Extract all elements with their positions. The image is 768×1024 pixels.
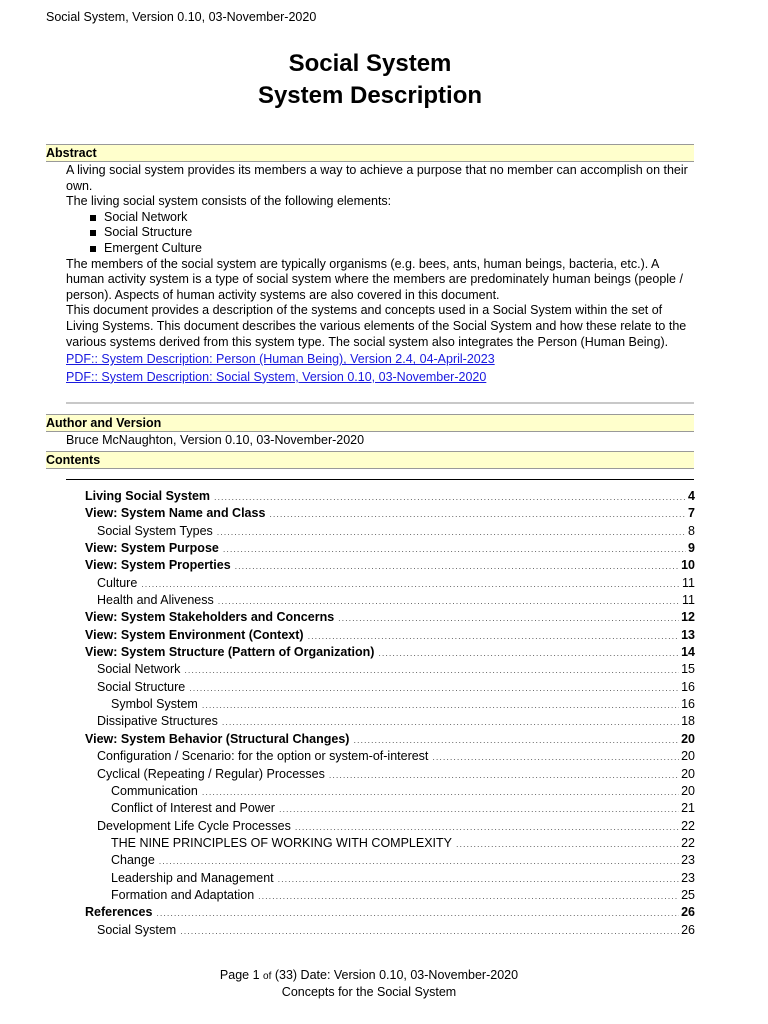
list-item: Emergent Culture	[90, 241, 696, 257]
toc-entry[interactable]: Formation and Adaptation ..... 25	[85, 888, 695, 905]
footer-page-number: Page 1	[219, 968, 260, 982]
contents-heading: Contents	[46, 451, 694, 469]
toc-entry[interactable]: View: System Properties ..... 10	[85, 558, 695, 575]
toc-entry[interactable]: THE NINE PRINCIPLES OF WORKING WITH COMPLEXITY ..... 22	[85, 836, 695, 853]
running-header: Social System, Version 0.10, 03-November-2020	[46, 10, 317, 24]
toc-entry[interactable]: Development Life Cycle Processes ..... 22	[85, 819, 695, 836]
toc-entry[interactable]: Cyclical (Repeating / Regular) Processes ..... 20	[85, 767, 695, 784]
toc-entry[interactable]: Culture ..... 11	[85, 576, 695, 593]
page-footer	[0, 968, 738, 985]
toc-entry[interactable]: Social System ..... 26	[85, 923, 695, 940]
section-divider	[66, 402, 694, 404]
toc-entry[interactable]: Health and Aliveness ..... 11	[85, 593, 695, 610]
list-item: Social Structure	[90, 225, 696, 241]
abstract-paragraph-3: The members of the social system are typically organisms (e.g. bees, ants, human beings, bacteria, etc.). A human activity system is a type of social system where the members are predominately human beings (people / person). Aspects of human activity systems are also covered in this document.	[66, 256, 683, 302]
pdf-link-social-system[interactable]: PDF:: System Description: Social System, Version 0.10, 03-November-2020	[66, 369, 487, 384]
list-item: Social Network	[90, 210, 696, 226]
footer-date: (33) Date: Version 0.10, 03-November-2020	[274, 968, 519, 982]
footer-subtitle: Concepts for the Social System	[281, 985, 457, 999]
author-text: Bruce McNaughton, Version 0.10, 03-November-2020	[66, 433, 365, 447]
toc-entry[interactable]: Social Network ..... 15	[85, 662, 695, 679]
toc-entry[interactable]: Configuration / Scenario: for the option or system-of-interest ..... 20	[85, 749, 695, 766]
footer-of: of	[263, 971, 272, 982]
toc-entry[interactable]: Social Structure ..... 16	[85, 680, 695, 697]
pdf-link-person[interactable]: PDF:: System Description: Person (Human Being), Version 2.4, 04-April-2023	[66, 352, 495, 367]
toc-entry[interactable]: Social System Types ..... 8	[85, 524, 695, 541]
toc-entry[interactable]: View: System Environment (Context) ..... 13	[85, 628, 695, 645]
document-subtitle: System Description	[257, 82, 483, 109]
toc-entry[interactable]: View: System Structure (Pattern of Organization) ..... 14	[85, 645, 695, 662]
toc-entry[interactable]: View: System Name and Class ..... 7	[85, 506, 695, 523]
abstract-paragraph-2: The living social system consists of the following elements:	[66, 194, 392, 209]
abstract-heading: Abstract	[46, 144, 694, 162]
element-list	[66, 210, 696, 257]
abstract-body	[66, 163, 696, 385]
toc-entry[interactable]: Living Social System ..... 4	[85, 489, 695, 506]
toc-entry[interactable]: Dissipative Structures ..... 18	[85, 714, 695, 731]
toc-entry[interactable]: Leadership and Management ..... 23	[85, 871, 695, 888]
abstract-paragraph-1: A living social system provides its members a way to achieve a purpose that no member can accomplish on their own.	[66, 163, 688, 193]
document-title: Social System	[288, 50, 452, 77]
toc-entry[interactable]: View: System Purpose ..... 9	[85, 541, 695, 558]
table-of-contents	[85, 489, 695, 940]
toc-entry[interactable]: View: System Stakeholders and Concerns ..... 12	[85, 610, 695, 627]
abstract-paragraph-4: This document provides a description of the systems and concepts used in a Social System within the set of Living Systems. This document describes the various elements of the Social System and how these relate to the various systems derived from this system type. The social system also integrates the Person (Human Being).	[66, 303, 687, 349]
toc-entry[interactable]: Communication ..... 20	[85, 784, 695, 801]
author-heading: Author and Version	[46, 414, 694, 432]
toc-entry[interactable]: Symbol System ..... 16	[85, 697, 695, 714]
toc-entry[interactable]: View: System Behavior (Structural Changes) ..... 20	[85, 732, 695, 749]
toc-entry[interactable]: Change ..... 23	[85, 853, 695, 870]
toc-entry[interactable]: References ..... 26	[85, 905, 695, 922]
toc-entry[interactable]: Conflict of Interest and Power ..... 21	[85, 801, 695, 818]
contents-divider	[66, 479, 694, 480]
